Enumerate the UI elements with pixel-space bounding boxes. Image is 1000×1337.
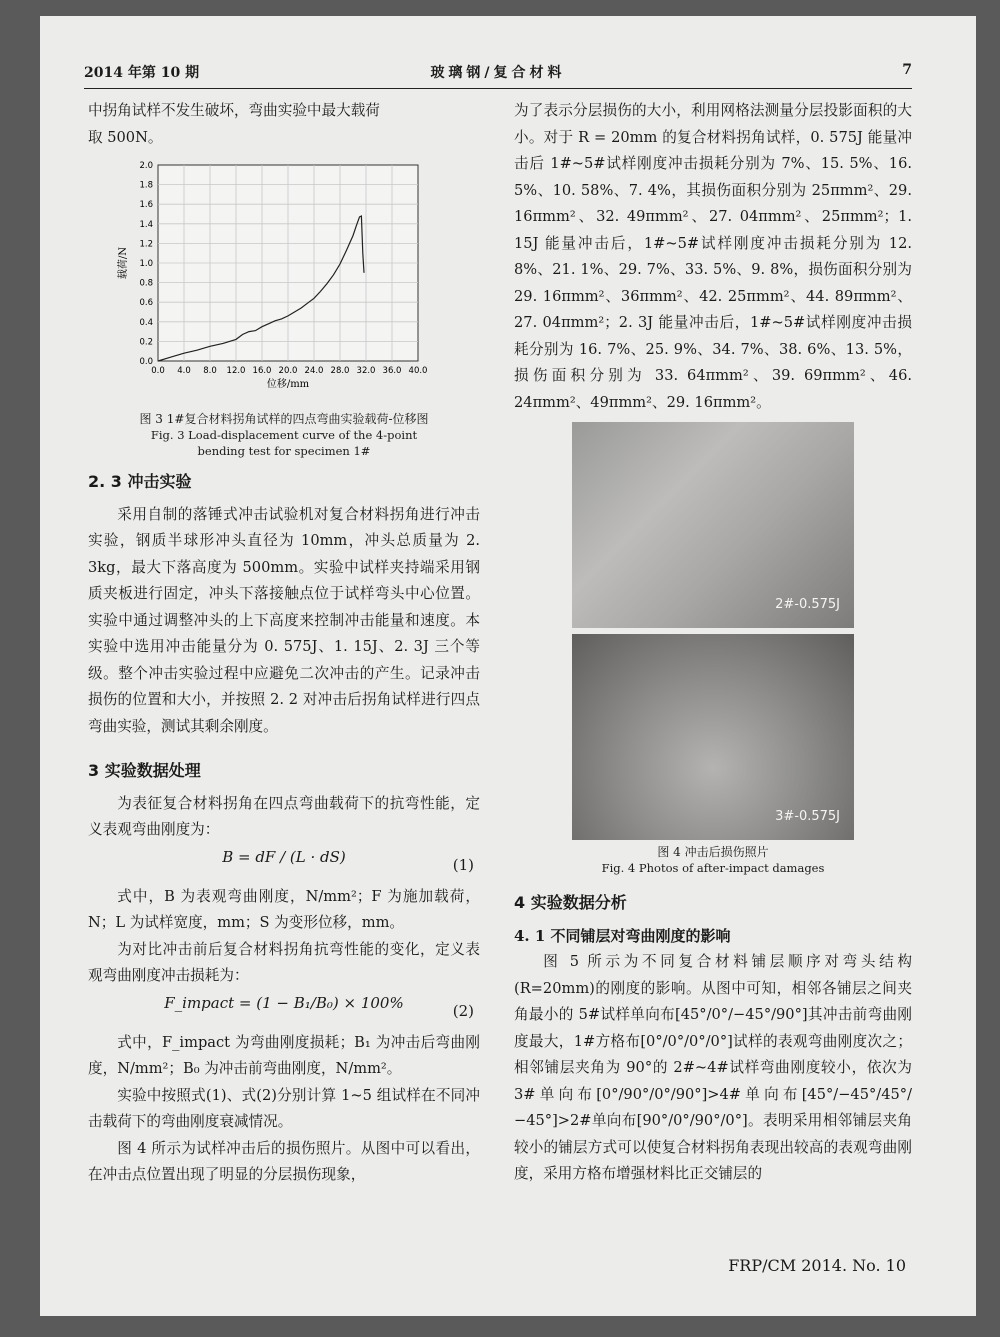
section-3-paragraph-4: 式中，F_impact 为弯曲刚度损耗；B₁ 为冲击后弯曲刚度，N/mm²；B₀ 为冲击前弯曲刚度，N/mm²。 <box>88 1033 480 1077</box>
header-rule <box>84 88 912 89</box>
y-tick-label: 1.4 <box>139 219 153 230</box>
fig3-caption-en-2: bending test for specimen 1# <box>197 444 371 458</box>
issue-label: 2014 年第 10 期 <box>84 65 200 81</box>
section-3-paragraph-1: 为表征复合材料拐角在四点弯曲载荷下的抗弯性能，定义表观弯曲刚度为： <box>88 794 480 838</box>
section-2-3-title: 2. 3 冲击实验 <box>88 472 192 491</box>
x-tick-label: 24.0 <box>304 366 324 376</box>
section-4-title: 4 实验数据分析 <box>514 893 627 912</box>
x-axis-label: 位移/mm <box>266 379 310 390</box>
intro-line-1: 中拐角试样不发生破坏，弯曲实验中最大载荷 <box>88 102 380 119</box>
left-column <box>88 98 480 1189</box>
x-tick-label: 28.0 <box>330 366 350 376</box>
section-3-paragraph-6: 图 4 所示为试样冲击后的损伤照片。从图中可以看出，在冲击点位置出现了明显的分层损伤现象， <box>88 1139 480 1183</box>
photo-2-label: 3#-0.575J <box>775 808 840 824</box>
photo-1-label: 2#-0.575J <box>775 596 840 612</box>
equation-2 <box>88 990 480 1030</box>
y-tick-label: 1.6 <box>139 200 153 211</box>
page-number: 7 <box>902 62 912 78</box>
x-tick-label: 32.0 <box>356 366 376 376</box>
fig4-caption-en: Fig. 4 Photos of after-impact damages <box>601 861 825 875</box>
section-3-paragraph-5: 实验中按照式(1)、式(2)分别计算 1~5 组试样在不同冲击载荷下的弯曲刚度衰减情况。 <box>88 1086 480 1130</box>
load-displacement-chart <box>88 157 480 407</box>
y-tick-label: 0.8 <box>139 278 153 289</box>
y-tick-label: 0.4 <box>139 317 153 328</box>
equation-2-number: (2) <box>452 1001 474 1020</box>
section-3-title: 3 实验数据处理 <box>88 761 201 780</box>
equation-2-body: F_impact = (1 − B₁/B₀) × 100% <box>164 993 404 1012</box>
journal-name: 玻璃钢/复合材料 <box>430 65 566 81</box>
fig3-caption-cn: 图 3 1#复合材料拐角试样的四点弯曲实验载荷-位移图 <box>139 412 429 426</box>
footer-issue: FRP/CM 2014. No. 10 <box>728 1256 906 1275</box>
y-tick-label: 1.2 <box>139 239 153 250</box>
y-tick-label: 0.0 <box>139 357 153 367</box>
section-4-1-title: 4. 1 不同铺层对弯曲刚度的影响 <box>514 926 731 945</box>
y-tick-label: 1.8 <box>139 180 153 191</box>
page <box>40 16 976 1316</box>
damage-photo-2 <box>572 634 854 840</box>
x-tick-label: 4.0 <box>177 366 191 376</box>
damage-area-paragraph: 为了表示分层损伤的大小，利用网格法测量分层投影面积的大小。对于 R = 20mm 的复合材料拐角试样，0. 575J 能量冲击后 1#~5#试样刚度冲击损耗分别为 7%、15. 5%、16. 5%、10. 58%、7. 4%，其损伤面积分别为 25πmm²、29. 16πmm²、32. 49πmm²、27. 04πmm²、25πmm²；1. 15J 能量冲击后，1#~5#试样刚度冲击损耗分别为 12. 8%、21. 1%、29. 7%、33. 5%、9. 8%，损伤面积分别为 29. 16πmm²、36πmm²、42. 25πmm²、44. 89πmm²、27. 04πmm²；2. 3J 能量冲击后，1#~5#试样刚度冲击损耗分别为 16. 7%、25. 9%、34. 7%、38. 6%、13. 5%，损伤面积分别为 33. 64πmm²、39. 69πmm²、46. 24πmm²、49πmm²、29. 16πmm²。 <box>514 102 912 411</box>
y-axis-label: 载荷/N <box>118 246 129 280</box>
x-tick-label: 16.0 <box>252 366 272 376</box>
fig3-caption-en-1: Fig. 3 Load-displacement curve of the 4-point <box>150 428 418 442</box>
section-4-1-paragraph: 图 5 所示为不同复合材料铺层顺序对弯头结构(R=20mm)的刚度的影响。从图中可知，相邻各铺层之间夹角最小的 5#试样单向布[45°/0°/−45°/90°]其冲击前弯曲刚度最大，1#方格布[0°/0°/0°/0°]试样的表观弯曲刚度次之；相邻铺层夹角为 90°的 2#~4#试样弯曲刚度较小，依次为 3#单向布[0°/90°/0°/90°]>4#单向布[45°/−45°/45°/−45°]>2#单向布[90°/0°/90°/0°]。表明采用相邻铺层夹角较小的铺层方式可以使复合材料拐角表现出较高的表观弯曲刚度，采用方格布增强材料比正交铺层的 <box>514 953 912 1182</box>
section-3-paragraph-2: 式中，B 为表观弯曲刚度，N/mm²；F 为施加载荷，N；L 为试样宽度，mm；S 为变形位移，mm。 <box>88 887 480 931</box>
fig4-caption <box>514 844 912 876</box>
x-tick-label: 20.0 <box>278 366 298 376</box>
x-tick-label: 36.0 <box>382 366 402 376</box>
x-tick-label: 8.0 <box>203 366 217 376</box>
x-tick-label: 12.0 <box>226 366 246 376</box>
fig3-caption <box>88 411 480 459</box>
section-3-paragraph-3: 为对比冲击前后复合材料拐角抗弯性能的变化，定义表观弯曲刚度冲击损耗为： <box>88 940 480 984</box>
fig4-caption-cn: 图 4 冲击后损伤照片 <box>657 845 769 859</box>
intro-line-2: 取 500N。 <box>88 128 163 146</box>
right-column <box>514 98 912 1188</box>
x-tick-label: 0.0 <box>151 366 165 376</box>
y-tick-label: 0.2 <box>139 337 153 348</box>
equation-1-number: (1) <box>452 855 474 874</box>
equation-1 <box>88 844 480 884</box>
x-tick-label: 40.0 <box>408 366 428 376</box>
y-tick-label: 1.0 <box>139 259 153 269</box>
section-2-3-paragraph: 采用自制的落锤式冲击试验机对复合材料拐角进行冲击实验，钢质半球形冲头直径为 10mm，冲头总质量为 2. 3kg，最大下落高度为 500mm。实验中试样夹持端采用钢质夹板进行固定，冲头下落接触点位于试样弯头中心位置。实验中通过调整冲头的上下高度来控制冲击能量和速度。本实验中选用冲击能量分为 0. 575J、1. 15J、2. 3J 三个等级。整个冲击实验过程中应避免二次冲击的产生。记录冲击损伤的位置和大小，并按照 2. 2 对冲击后拐角试样进行四点弯曲实验，测试其剩余刚度。 <box>88 505 480 735</box>
damage-photo-1 <box>572 422 854 628</box>
y-tick-label: 2.0 <box>139 161 153 171</box>
y-tick-label: 0.6 <box>139 298 153 309</box>
equation-1-body: B = dF / (L · dS) <box>222 847 346 866</box>
figure-3 <box>88 157 480 407</box>
